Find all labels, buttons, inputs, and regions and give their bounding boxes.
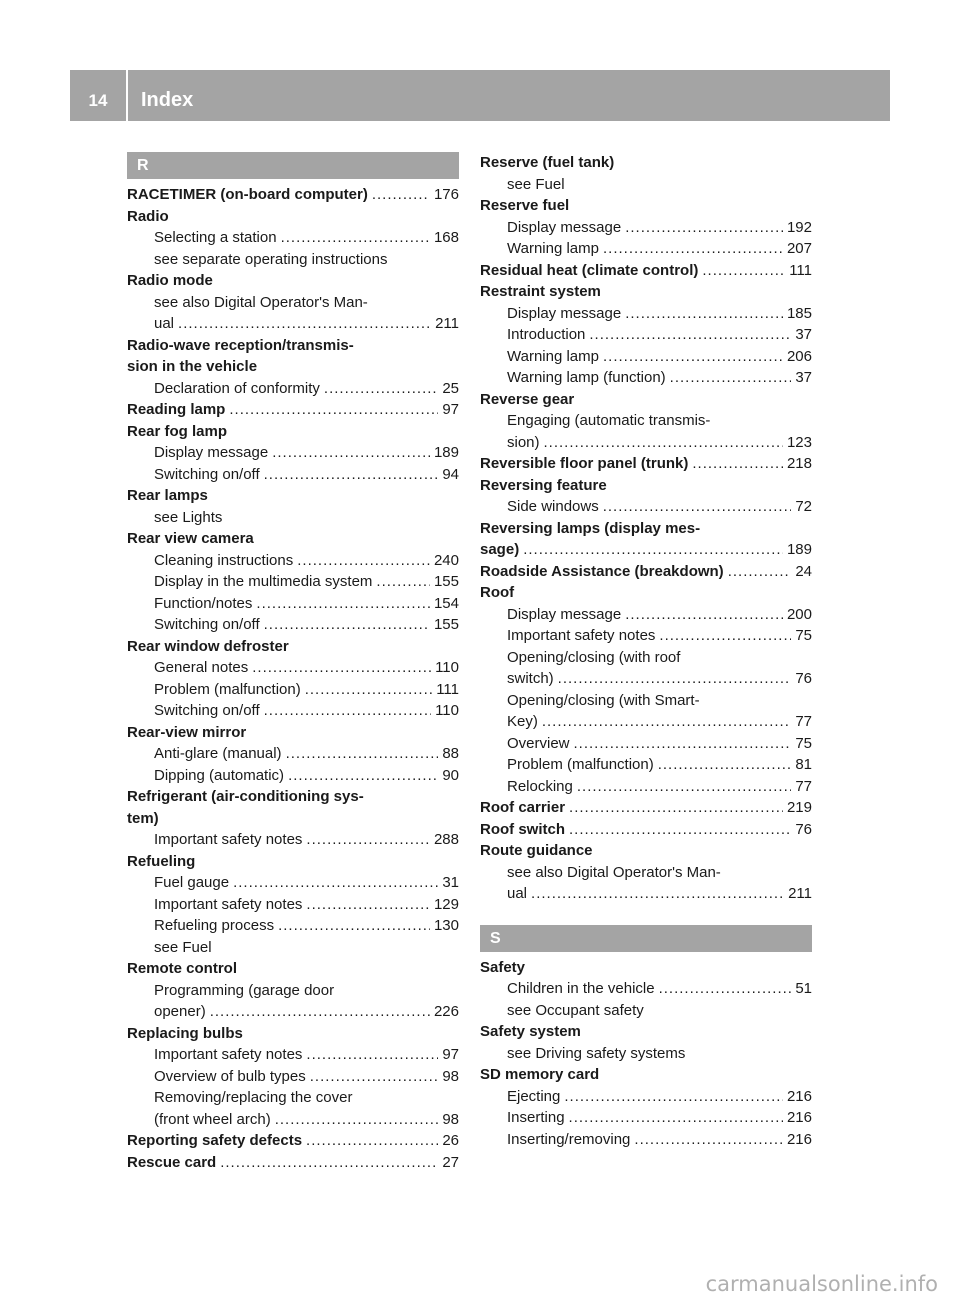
entry-label: Inserting: [507, 1109, 565, 1126]
entry-label: RACETIMER (on-board computer): [127, 186, 368, 203]
page-ref: 76: [795, 670, 812, 687]
dot-leader: [531, 883, 784, 905]
header-divider: [126, 70, 128, 121]
entry-label: Roof switch: [480, 820, 565, 838]
entry-label: Anti-glare (manual): [154, 745, 282, 762]
dot-leader: [281, 227, 430, 249]
index-subentry: [127, 227, 459, 249]
index-subentry: [480, 754, 812, 776]
index-subentry: [127, 743, 459, 765]
page-ref: 75: [795, 734, 812, 752]
page-ref: 90: [442, 766, 459, 784]
dot-leader: [728, 561, 792, 583]
index-subtext: see Lights: [154, 508, 223, 526]
page-ref: 27: [442, 1153, 459, 1171]
index-heading: Radio mode: [127, 272, 213, 289]
dot-leader: [659, 978, 792, 1000]
page-ref: 37: [795, 326, 812, 343]
entry-label: switch): [507, 670, 554, 687]
index-subentry: [480, 324, 812, 346]
index-entry: [127, 1130, 459, 1152]
index-subentry: [127, 593, 459, 615]
dot-leader: [625, 303, 783, 325]
page-ref: 77: [795, 777, 812, 795]
dot-leader: [569, 797, 783, 819]
page-ref: 31: [442, 874, 459, 891]
index-heading: tem): [127, 809, 159, 827]
dot-leader: [569, 819, 791, 841]
entry-label: Selecting a station: [154, 229, 277, 246]
dot-leader: [288, 765, 438, 787]
entry-label: (front wheel arch): [154, 1110, 271, 1128]
dot-leader: [589, 324, 791, 346]
page-ref: 155: [433, 616, 459, 633]
index-entry: [480, 260, 812, 282]
dot-leader: [310, 1066, 439, 1088]
index-subentry: [127, 1109, 459, 1131]
page-ref: 154: [433, 594, 459, 612]
index-heading: Refueling: [127, 852, 196, 870]
index-subtext: see separate operating instructions: [154, 250, 388, 268]
page-ref: 192: [786, 218, 812, 236]
index-heading: Safety system: [480, 1023, 581, 1040]
dot-leader: [324, 378, 438, 400]
index-subentry: [127, 313, 459, 335]
dot-leader: [220, 1152, 438, 1174]
dot-leader: [256, 593, 430, 615]
index-column-left: [127, 152, 459, 1173]
section-header-r: R: [127, 152, 459, 179]
index-subentry: [127, 1001, 459, 1023]
entry-label: Refueling process: [154, 917, 275, 934]
index-subentry: [480, 346, 812, 368]
dot-leader: [569, 1107, 783, 1129]
index-heading: Radio: [127, 207, 169, 225]
page-ref: 211: [788, 885, 812, 902]
page-ref: 37: [795, 369, 812, 386]
index-heading: Rear view camera: [127, 530, 254, 547]
index-subentry: [480, 978, 812, 1000]
index-entry: [127, 1152, 459, 1174]
index-heading: Route guidance: [480, 842, 593, 859]
index-subtext: see Fuel: [507, 175, 565, 193]
page-ref: 211: [435, 315, 459, 332]
dot-leader: [264, 700, 431, 722]
entry-label: Warning lamp (function): [507, 369, 666, 386]
dot-leader: [542, 711, 791, 733]
entry-label: Important safety notes: [154, 1046, 303, 1063]
index-heading: Refrigerant (air-conditioning sys-: [127, 788, 364, 805]
entry-label: Relocking: [507, 777, 573, 795]
dot-leader: [229, 399, 438, 421]
page-ref: 206: [786, 347, 812, 365]
dot-leader: [306, 829, 430, 851]
dot-leader: [233, 872, 438, 894]
entry-label: Important safety notes: [154, 895, 303, 913]
dot-leader: [372, 184, 430, 206]
dot-leader: [625, 217, 783, 239]
index-subentry: [480, 1107, 812, 1129]
index-subentry: [480, 604, 812, 626]
page-ref: 111: [789, 261, 812, 279]
index-subentry: [480, 1129, 812, 1151]
index-subtext: see Fuel: [154, 938, 212, 956]
watermark: carmanualsonline.info: [705, 1272, 938, 1296]
page-ref: 24: [795, 562, 812, 580]
index-subentry: [480, 776, 812, 798]
dot-leader: [210, 1001, 430, 1023]
dot-leader: [305, 679, 432, 701]
dot-leader: [306, 894, 430, 916]
entry-label: Display in the multimedia system: [154, 573, 373, 590]
index-subtext: see also Digital Operator's Man-: [507, 863, 721, 881]
index-heading: Replacing bulbs: [127, 1024, 243, 1042]
page-ref: 176: [433, 186, 459, 203]
entry-label: Roof carrier: [480, 799, 566, 816]
entry-label: Fuel gauge: [154, 874, 230, 891]
page-ref: 216: [786, 1130, 812, 1148]
index-heading: Reserve fuel: [480, 197, 570, 214]
entry-label: Reading lamp: [127, 401, 226, 418]
page-ref: 88: [442, 745, 459, 762]
index-subentry: [127, 571, 459, 593]
entry-label: Children in the vehicle: [507, 980, 655, 997]
dot-leader: [376, 571, 430, 593]
dot-leader: [278, 915, 430, 937]
entry-label: Important safety notes: [507, 627, 656, 644]
dot-leader: [634, 1129, 783, 1151]
index-subentry: [480, 711, 812, 733]
index-heading: Reversing lamps (display mes-: [480, 519, 701, 537]
index-entry: [127, 399, 459, 421]
dot-leader: [306, 1130, 438, 1152]
index-subentry: [127, 614, 459, 636]
dot-leader: [574, 733, 792, 755]
page-ref: 97: [442, 401, 459, 418]
page-ref: 155: [433, 573, 459, 590]
index-heading: Rear fog lamp: [127, 422, 228, 440]
entry-label: Display message: [507, 605, 622, 623]
page-ref: 189: [433, 444, 459, 461]
entry-label: Reporting safety defects: [127, 1132, 303, 1149]
dot-leader: [658, 754, 792, 776]
dot-leader: [558, 668, 792, 690]
index-subtext: see also Digital Operator's Man-: [154, 293, 368, 311]
entry-label: Declaration of conformity: [154, 379, 320, 397]
entry-label: Problem (malfunction): [154, 680, 301, 698]
index-subentry: [127, 657, 459, 679]
dot-leader: [286, 743, 439, 765]
index-entry: [480, 819, 812, 841]
page-ref: 207: [786, 240, 812, 257]
index-subentry: [127, 679, 459, 701]
entry-label: Warning lamp: [507, 240, 599, 257]
page-ref: 129: [433, 895, 459, 913]
entry-label: Switching on/off: [154, 702, 260, 719]
dot-leader: [523, 539, 783, 561]
dot-leader: [603, 496, 792, 518]
entry-label: Overview of bulb types: [154, 1067, 306, 1085]
index-subentry: [127, 1044, 459, 1066]
entry-label: ual: [154, 315, 175, 332]
dot-leader: [306, 1044, 438, 1066]
index-heading: sion in the vehicle: [127, 358, 258, 375]
index-heading: Rear-view mirror: [127, 723, 247, 741]
page-ref: 75: [795, 627, 812, 644]
index-subentry: [127, 915, 459, 937]
page-title: Index: [141, 89, 194, 111]
entry-label: Switching on/off: [154, 616, 260, 633]
page-ref: 240: [433, 551, 459, 569]
index-list-right-s: [480, 957, 812, 1151]
index-subtext: see Occupant safety: [507, 1001, 644, 1019]
page-ref: 97: [442, 1046, 459, 1063]
index-heading: Safety: [480, 958, 526, 976]
entry-label: Display message: [507, 218, 622, 236]
dot-leader: [692, 453, 783, 475]
entry-label: Residual heat (climate control): [480, 261, 699, 279]
entry-label: Important safety notes: [154, 831, 303, 848]
page-ref: 216: [786, 1087, 812, 1105]
dot-leader: [544, 432, 783, 454]
entry-label: General notes: [154, 659, 249, 676]
entry-label: Overview: [507, 734, 570, 752]
page-ref: 288: [433, 831, 459, 848]
page-ref: 72: [795, 498, 812, 515]
index-subentry: [480, 496, 812, 518]
index-subentry: [480, 668, 812, 690]
page-ref: 130: [433, 917, 459, 934]
page-ref: 26: [442, 1132, 459, 1149]
index-entry: [480, 797, 812, 819]
index-subentry: [127, 894, 459, 916]
entry-label: Switching on/off: [154, 465, 260, 483]
page-ref: 218: [786, 455, 812, 472]
index-subentry: [480, 303, 812, 325]
index-subentry: [480, 733, 812, 755]
index-subtext: Engaging (automatic transmis-: [507, 412, 711, 429]
dot-leader: [264, 614, 430, 636]
index-subentry: [127, 442, 459, 464]
page-ref: 226: [433, 1003, 459, 1020]
index-subentry: [480, 625, 812, 647]
entry-label: Reversible floor panel (trunk): [480, 455, 689, 472]
page-ref: 76: [795, 820, 812, 838]
index-subtext: Opening/closing (with Smart-: [507, 691, 700, 709]
entry-label: Cleaning instructions: [154, 551, 294, 569]
index-subentry: [127, 765, 459, 787]
page-ref: 81: [795, 756, 812, 773]
dot-leader: [603, 238, 783, 260]
index-entry: [480, 561, 812, 583]
entry-label: Display message: [507, 304, 622, 322]
index-heading: Rear lamps: [127, 487, 208, 504]
dot-leader: [702, 260, 785, 282]
index-subentry: [480, 432, 812, 454]
index-list-right-r: [480, 152, 812, 905]
index-entry: [480, 453, 812, 475]
index-subentry: [480, 367, 812, 389]
dot-leader: [564, 1086, 783, 1108]
index-heading: Remote control: [127, 960, 238, 977]
entry-label: Roadside Assistance (breakdown): [480, 562, 724, 580]
index-subentry: [127, 700, 459, 722]
page-ref: 94: [442, 465, 459, 483]
index-subentry: [127, 378, 459, 400]
index-heading: Radio-wave reception/transmis-: [127, 336, 354, 354]
entry-label: Side windows: [507, 498, 599, 515]
dot-leader: [297, 550, 430, 572]
dot-leader: [577, 776, 791, 798]
entry-label: Display message: [154, 444, 269, 461]
dot-leader: [178, 313, 431, 335]
page-ref: 216: [786, 1109, 812, 1126]
page-ref: 98: [442, 1067, 459, 1085]
index-subentry: [480, 1086, 812, 1108]
index-entry: [127, 184, 459, 206]
entry-label: Key): [507, 713, 538, 730]
dot-leader: [659, 625, 791, 647]
index-heading: Rear window defroster: [127, 637, 289, 655]
page-ref: 77: [795, 713, 812, 730]
page-ref: 168: [433, 229, 459, 246]
index-heading: Reverse gear: [480, 390, 575, 408]
entry-label: sage): [480, 541, 520, 558]
section-header-s: S: [480, 925, 812, 952]
page-ref: 25: [442, 379, 459, 397]
index-subentry: [127, 464, 459, 486]
dot-leader: [625, 604, 783, 626]
page-ref: 110: [435, 702, 459, 719]
index-subentry: [480, 217, 812, 239]
page-ref: 219: [786, 799, 812, 816]
index-entry: [480, 539, 812, 561]
entry-label: Warning lamp: [507, 347, 599, 365]
dot-leader: [272, 442, 430, 464]
index-subentry: [127, 872, 459, 894]
entry-label: Dipping (automatic): [154, 766, 285, 784]
page-ref: 200: [786, 605, 812, 623]
index-heading: Roof: [480, 584, 515, 601]
index-subentry: [127, 1066, 459, 1088]
entry-label: Introduction: [507, 326, 586, 343]
page-ref: 123: [786, 433, 812, 451]
page-ref: 98: [442, 1110, 459, 1128]
index-subentry: [480, 238, 812, 260]
index-column-right: [480, 152, 812, 1150]
index-subtext: Opening/closing (with roof: [507, 648, 681, 666]
dot-leader: [264, 464, 439, 486]
entry-label: Inserting/removing: [507, 1130, 631, 1148]
entry-label: Problem (malfunction): [507, 756, 654, 773]
entry-label: Function/notes: [154, 594, 253, 612]
entry-label: sion): [507, 433, 540, 451]
page-ref: 110: [435, 659, 459, 676]
index-heading: Restraint system: [480, 283, 601, 300]
dot-leader: [252, 657, 431, 679]
entry-label: ual: [507, 885, 528, 902]
dot-leader: [670, 367, 792, 389]
page-ref: 51: [795, 980, 812, 997]
dot-leader: [603, 346, 783, 368]
entry-label: opener): [154, 1003, 206, 1020]
index-subentry: [127, 829, 459, 851]
dot-leader: [275, 1109, 439, 1131]
index-heading: Reserve (fuel tank): [480, 154, 615, 171]
index-heading: Reversing feature: [480, 476, 607, 494]
page-ref: 185: [786, 304, 812, 322]
page-ref: 111: [436, 680, 459, 698]
index-list-left: [127, 184, 459, 1173]
index-subtext: see Driving safety systems: [507, 1044, 686, 1062]
index-subtext: Programming (garage door: [154, 981, 335, 999]
page-number: 14: [88, 91, 108, 110]
index-subtext: Removing/replacing the cover: [154, 1089, 353, 1106]
index-subentry: [480, 883, 812, 905]
index-heading: SD memory card: [480, 1066, 600, 1083]
entry-label: Rescue card: [127, 1153, 217, 1171]
page-ref: 189: [786, 541, 812, 558]
index-subentry: [127, 550, 459, 572]
entry-label: Ejecting: [507, 1087, 561, 1105]
